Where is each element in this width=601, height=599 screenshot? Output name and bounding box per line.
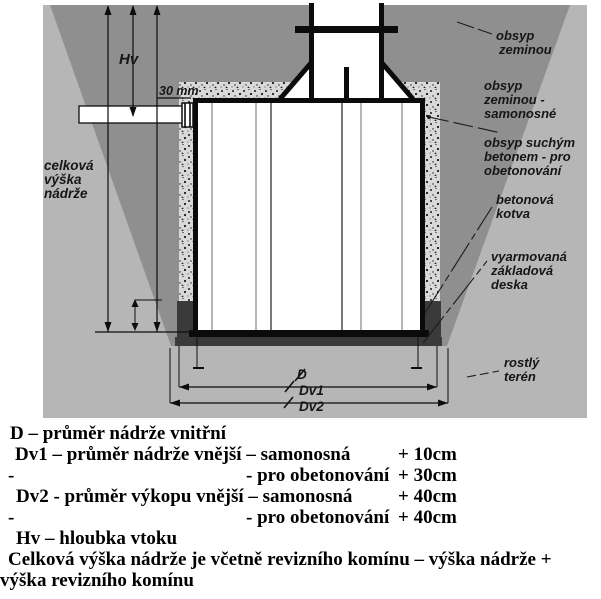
dv1-label: Dv1 — [299, 383, 324, 398]
callout-obsyp-zeminou: zeminou — [499, 42, 552, 57]
d-label: D — [297, 367, 307, 382]
legend-text: Dv1 – průměr nádrže vnější – samonosná — [15, 444, 351, 465]
offset-30mm-label: 30 mm — [159, 84, 199, 98]
tank-bottom-plate — [189, 330, 429, 337]
legend-value: + 40cm — [398, 486, 457, 507]
legend-text: Hv – hloubka vtoku — [16, 528, 178, 549]
callout-rostly-teren: rostlý — [504, 355, 540, 370]
callout-zakladova-deska: vyarmovaná — [491, 249, 567, 264]
legend-text: - pro obetonování — [246, 507, 390, 528]
inlet-pipe — [79, 106, 193, 123]
inlet-pipe-flange — [182, 103, 193, 127]
tank-body — [193, 98, 425, 337]
callout-obsyp-zeminou: obsyp — [496, 28, 535, 43]
callout-zakladova-deska: deska — [491, 277, 528, 292]
chimney-right-wall — [379, 3, 384, 100]
legend-value: + 30cm — [398, 465, 457, 486]
callout-betonova-kotva: betonová — [496, 192, 554, 207]
legend-value: + 10cm — [398, 444, 457, 465]
callout-obsyp-suchym: obetonování — [484, 163, 562, 178]
tank-right-wall — [420, 98, 425, 337]
total-height-label: výška — [44, 172, 82, 187]
legend-text: Dv2 - průměr výkopu vnější – samonosná — [16, 486, 353, 507]
tank-left-wall — [193, 98, 198, 337]
total-height-label: celková — [44, 158, 94, 173]
callout-zakladova-deska: základová — [491, 263, 554, 278]
legend-text: - — [8, 465, 15, 486]
dv2-label: Dv2 — [299, 399, 324, 414]
foundation-slab — [175, 337, 442, 346]
callout-obsyp-suchym: obsyp suchým — [484, 135, 576, 150]
callout-obsyp-samonosne: samonosné — [484, 106, 557, 121]
callout-rostly-teren: terén — [504, 369, 536, 384]
legend-text: - — [8, 507, 15, 528]
legend-value: + 40cm — [398, 507, 457, 528]
callout-betonova-kotva: kotva — [496, 206, 530, 221]
chimney-lid — [295, 26, 398, 33]
legend-text: D – průměr nádrže vnitřní — [10, 423, 227, 444]
total-height-label: nádrže — [44, 186, 88, 201]
callout-obsyp-samonosne: obsyp — [484, 78, 523, 93]
cone-center-stub — [344, 67, 349, 98]
legend-text: - pro obetonování — [246, 465, 390, 486]
callout-obsyp-suchym: betonem - pro — [484, 149, 571, 164]
chimney-left-wall — [309, 3, 314, 100]
callout-obsyp-samonosne: zeminou - — [484, 92, 545, 107]
hv-label: Hv — [119, 51, 139, 68]
legend-text: Celková výška nádrže je včetně revizního komínu – výška nádrže + výška revizního komínu — [0, 549, 552, 591]
